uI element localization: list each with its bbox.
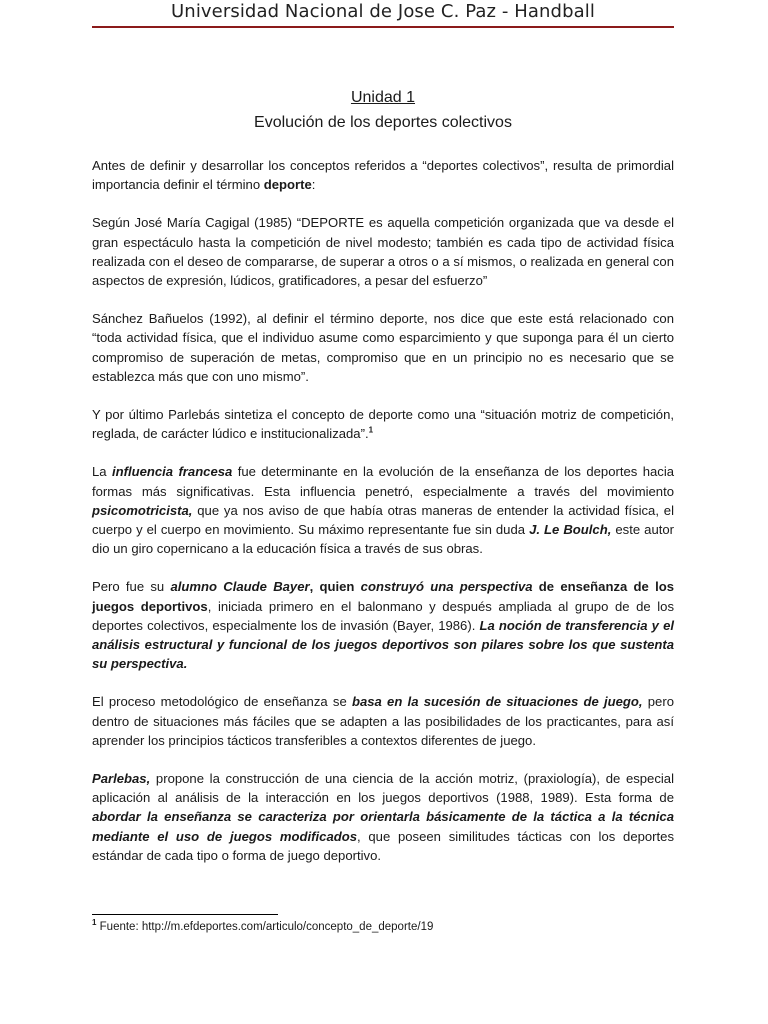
- emphasis: Parlebas,: [92, 771, 151, 787]
- text-run: Y por último Parlebás sintetiza el concepto de deporte como una “situación motriz de competición, reglada, de carácter lúdico e institucionalizada”.: [92, 407, 674, 442]
- unit-subtitle: Evolución de los deportes colectivos: [254, 114, 512, 131]
- paragraph-7: [92, 692, 674, 750]
- footnote-marker: 1: [92, 918, 97, 928]
- page-header: Universidad Nacional de Jose C. Paz - Handball: [171, 1, 595, 22]
- bold-run: de enseñanza de los juegos deportivos: [92, 579, 675, 614]
- text-run: , que poseen similitudes tácticas con los deportes estándar de cada tipo o forma de juego deportivo.: [92, 828, 674, 863]
- document-body: [92, 156, 674, 865]
- text-run: Antes de definir y desarrollar los conceptos referidos a “deportes colectivos”, resulta de primordial importancia definir el término: [92, 158, 674, 193]
- text-run: Pero fue su: [92, 579, 171, 595]
- text-run: que ya nos aviso de que había otras maneras de entender la actividad física, el cuerpo y el cuerpo en movimiento. Su máximo representante fue sin duda: [92, 502, 674, 538]
- paragraph-6: [92, 577, 674, 673]
- text-run: fue determinante en la evolución de la enseñanza de los deportes hacia formas más significativas. Esta influencia penetró, especialmente a través del movimiento: [92, 464, 675, 499]
- emphasis: alumno Claude Bayer: [170, 579, 310, 595]
- unit-title: Unidad 1: [350, 89, 416, 106]
- text-run: , iniciada primero en el balonmano y después ampliada al grupo de de los deportes colectivos, especialmente los de invasión (Bayer, 1986).: [92, 598, 674, 633]
- paragraph-2: Según José María Cagigal (1985) “DEPORTE es aquella competición organizada que va desde el gran espectáculo hasta la competición de nivel modesto; también es cada tipo de actividad física realizada con el deseo de compararse, de superar a otros o a sí mismos, o realizada en general con aspectos de expresión, lúdicos, gratificadores, a pesar del esfuerzo”: [92, 215, 674, 289]
- text-run: :: [311, 177, 316, 193]
- emphasis: abordar la enseñanza se caracteriza por orientarla básicamente de la táctica a la técnica mediante el uso de juegos modificados: [92, 809, 674, 844]
- text-run: La: [92, 464, 112, 480]
- footnote: [92, 919, 674, 935]
- text-run: El proceso metodológico de enseñanza se: [92, 694, 352, 710]
- footnote-divider: [92, 914, 278, 915]
- footnote-text: Fuente: http://m.efdeportes.com/articulo/concepto_de_deporte/19: [96, 921, 434, 933]
- emphasis: influencia francesa: [111, 464, 233, 480]
- paragraph-4: [92, 405, 674, 443]
- emphasis: basa en la sucesión de situaciones de juego,: [351, 694, 643, 710]
- text-run: pero dentro de situaciones más fáciles que se adapten a las posibilidades de los practicantes, para así aprender los principios tácticos transferibles a contextos diferentes de juego.: [92, 694, 674, 748]
- text-run: propone la construcción de una ciencia de la acción motriz, (praxiología), de especial aplicación al análisis de la interacción en los juegos deportivos (1988, 1989). Esta forma de: [92, 771, 674, 806]
- emphasis: construyó una perspectiva: [360, 579, 533, 595]
- bold-term: deporte: [263, 177, 312, 193]
- emphasis: La noción de transferencia y el análisis estructural y funcional de los juegos deportivos son pilares sobre los que sustenta su perspectiva.: [92, 617, 674, 672]
- paragraph-8: [92, 769, 674, 865]
- bold-run: , quien: [309, 579, 361, 595]
- header-divider: [92, 26, 674, 28]
- paragraph-5: [92, 462, 674, 558]
- emphasis: psicomotricista,: [92, 502, 193, 518]
- paragraph-3: Sánchez Bañuelos (1992), al definir el término deporte, nos dice que este está relacionado con “toda actividad física, que el individuo asume como esparcimiento y que suponga para él un cierto compromiso de superación de metas, compromiso que en un principio no es necesario que se establezca más que con uno mismo”.: [92, 311, 674, 384]
- emphasis: J. Le Boulch,: [529, 522, 612, 538]
- text-run: este autor dio un giro copernicano a la educación física a través de sus obras.: [92, 522, 675, 557]
- footnote-ref: 1: [368, 425, 374, 435]
- title-block: [92, 88, 674, 134]
- paragraph-1: [92, 156, 674, 194]
